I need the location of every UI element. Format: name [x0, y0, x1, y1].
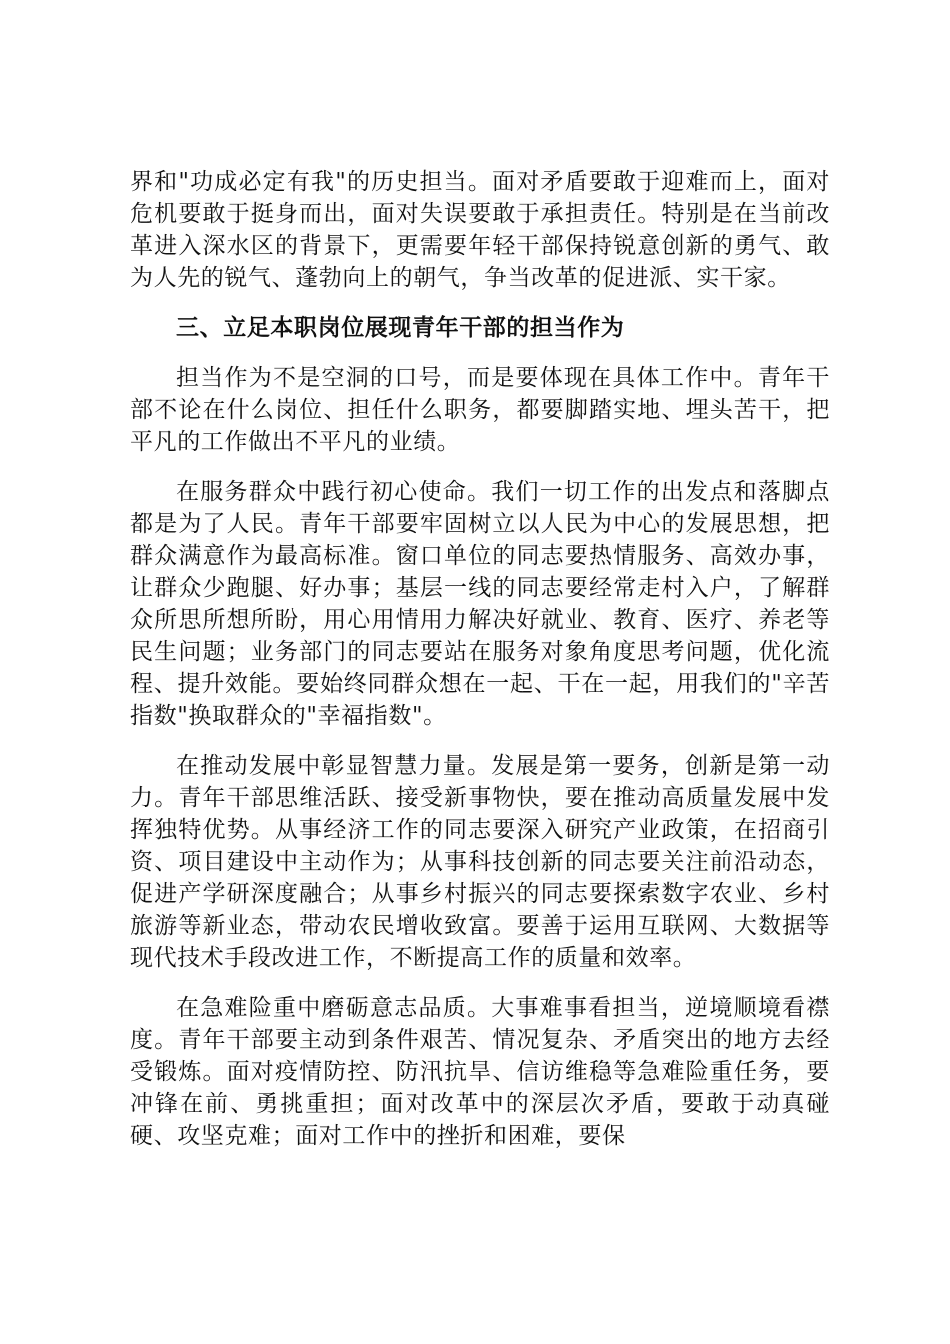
paragraph-service: 在服务群众中践行初心使命。我们一切工作的出发点和落脚点都是为了人民。青年干部要牢固树立以人民为中心的发展思想，把群众满意作为最高标准。窗口单位的同志要热情服务、高效办事，让群众少跑腿、好办事；基层一线的同志要经常走村入户，了解群众所思所想所盼，用心用情用力解决好就业、教育、医疗、养老等民生问题；业务部门的同志要站在服务对象角度思考问题，优化流程、提升效能。要始终同群众想在一起、干在一起，用我们的"辛苦指数"换取群众的"幸福指数"。 [130, 479, 830, 729]
paragraph-development: 在推动发展中彰显智慧力量。发展是第一要务，创新是第一动力。青年干部思维活跃、接受新事物快，要在推动高质量发展中发挥独特优势。从事经济工作的同志要深入研究产业政策，在招商引资、项目建设中主动作为；从事科技创新的同志要关注前沿动态，促进产学研深度融合；从事乡村振兴的同志要探索数字农业、乡村旅游等新业态，带动农民增收致富。要善于运用互联网、大数据等现代技术手段改进工作，不断提高工作的质量和效率。 [130, 753, 830, 971]
paragraph-hardship: 在急难险重中磨砺意志品质。大事难事看担当，逆境顺境看襟度。青年干部要主动到条件艰苦、情况复杂、矛盾突出的地方去经受锻炼。面对疫情防控、防汛抗旱、信访维稳等急难险重任务，要冲锋在前、勇挑重担；面对改革中的深层次矛盾，要敢于动真碰硬、攻坚克难；面对工作中的挫折和困难，要保 [130, 995, 830, 1149]
section-heading: 三、立足本职岗位展现青年干部的担当作为 [176, 315, 625, 341]
paragraph-continued: 界和"功成必定有我"的历史担当。面对矛盾要敢于迎难而上，面对危机要敢于挺身而出，面对失误要敢于承担责任。特别是在当前改革进入深水区的背景下，更需要年轻干部保持锐意创新的勇气、敢为人先的锐气、蓬勃向上的朝气，争当改革的促进派、实干家。 [130, 169, 830, 291]
paragraph-intro: 担当作为不是空洞的口号，而是要体现在具体工作中。青年干部不论在什么岗位、担任什么职务，都要脚踏实地、埋头苦干，把平凡的工作做出不平凡的业绩。 [130, 365, 830, 455]
document-body [130, 166, 830, 1170]
